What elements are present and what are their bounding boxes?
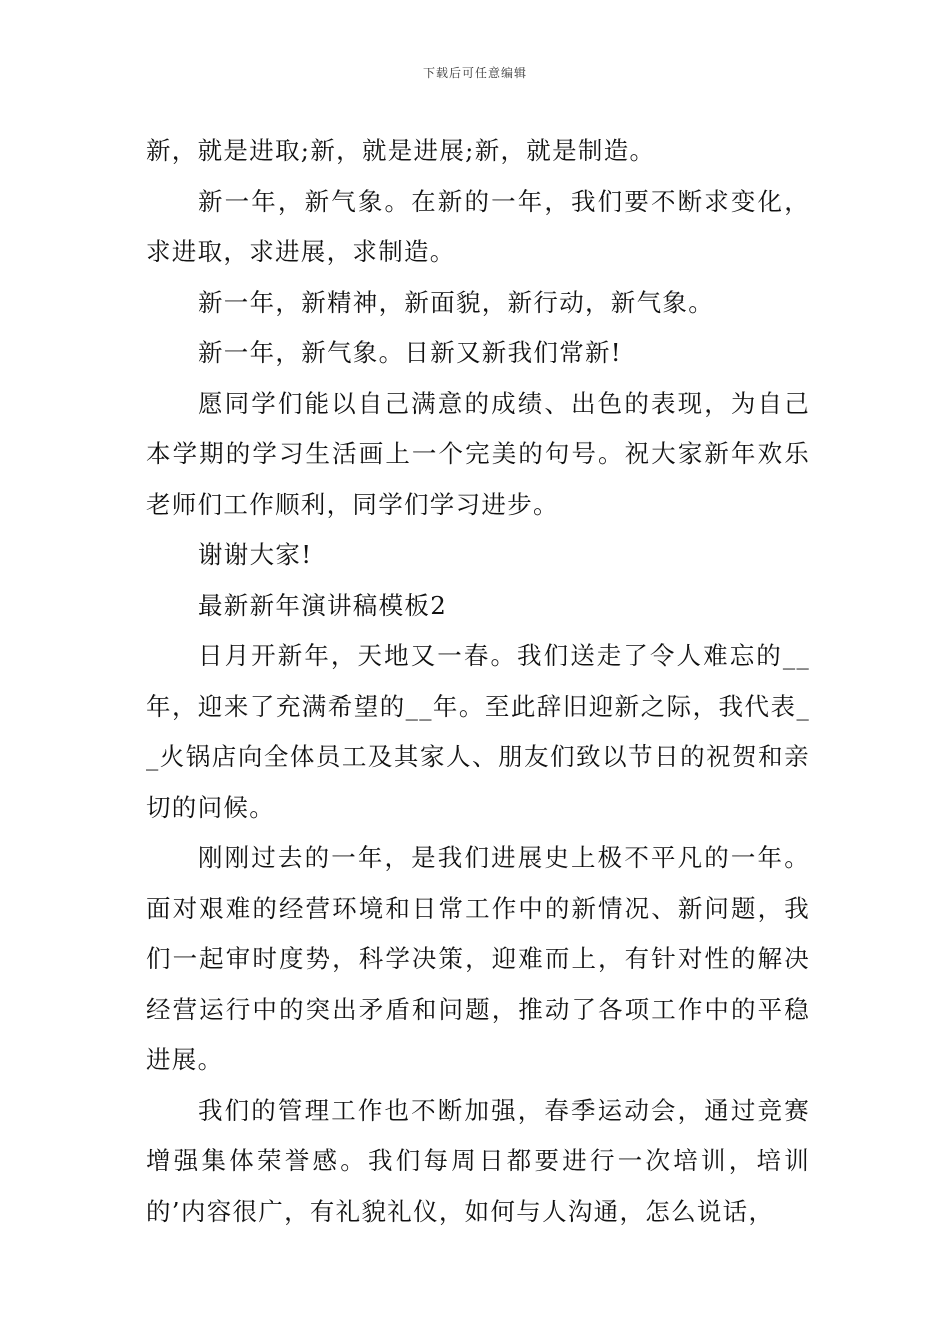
paragraph-9: 刚刚过去的一年，是我们进展史上极不平凡的一年。面对艰难的经营环境和日常工作中的新情况、新问题，我们一起审时度势，科学决策，迎难而上，有针对性的解决经营运行中的突出矛盾和问题，推动了各项工作中的平稳进展。 xyxy=(146,843,810,1074)
paragraph-1: 新，就是进取;新，就是进展;新，就是制造。 xyxy=(146,136,656,165)
page-header: 下载后可任意编辑 xyxy=(422,66,527,80)
paragraph-4: 新一年，新气象。日新又新我们常新! xyxy=(198,338,622,367)
paragraph-8: 日月开新年，天地又一春。我们送走了令人难忘的__年，迎来了充满希望的__年。至此辞旧迎新之际，我代表__火锅店向全体员工及其家人、朋友们致以节日的祝贺和亲切的问候。 xyxy=(146,641,810,822)
document-body xyxy=(146,126,810,1237)
paragraph-10: 我们的管理工作也不断加强，春季运动会，通过竞赛增强集体荣誉感。我们每周日都要进行一次培训，培训的’内容很广，有礼貌礼仪，如何与人沟通，怎么说话， xyxy=(146,1095,810,1226)
section-title: 最新新年演讲稿模板2 xyxy=(198,590,448,620)
paragraph-2: 新一年，新气象。在新的一年，我们要不断求变化，求进取，求进展，求制造。 xyxy=(146,186,810,266)
paragraph-6: 谢谢大家! xyxy=(198,540,313,569)
paragraph-5: 愿同学们能以自己满意的成绩、出色的表现，为自己本学期的学习生活画上一个完美的句号。祝大家新年欢乐老师们工作顺利，同学们学习进步。 xyxy=(146,388,810,519)
paragraph-3: 新一年，新精神，新面貌，新行动，新气象。 xyxy=(198,287,714,317)
